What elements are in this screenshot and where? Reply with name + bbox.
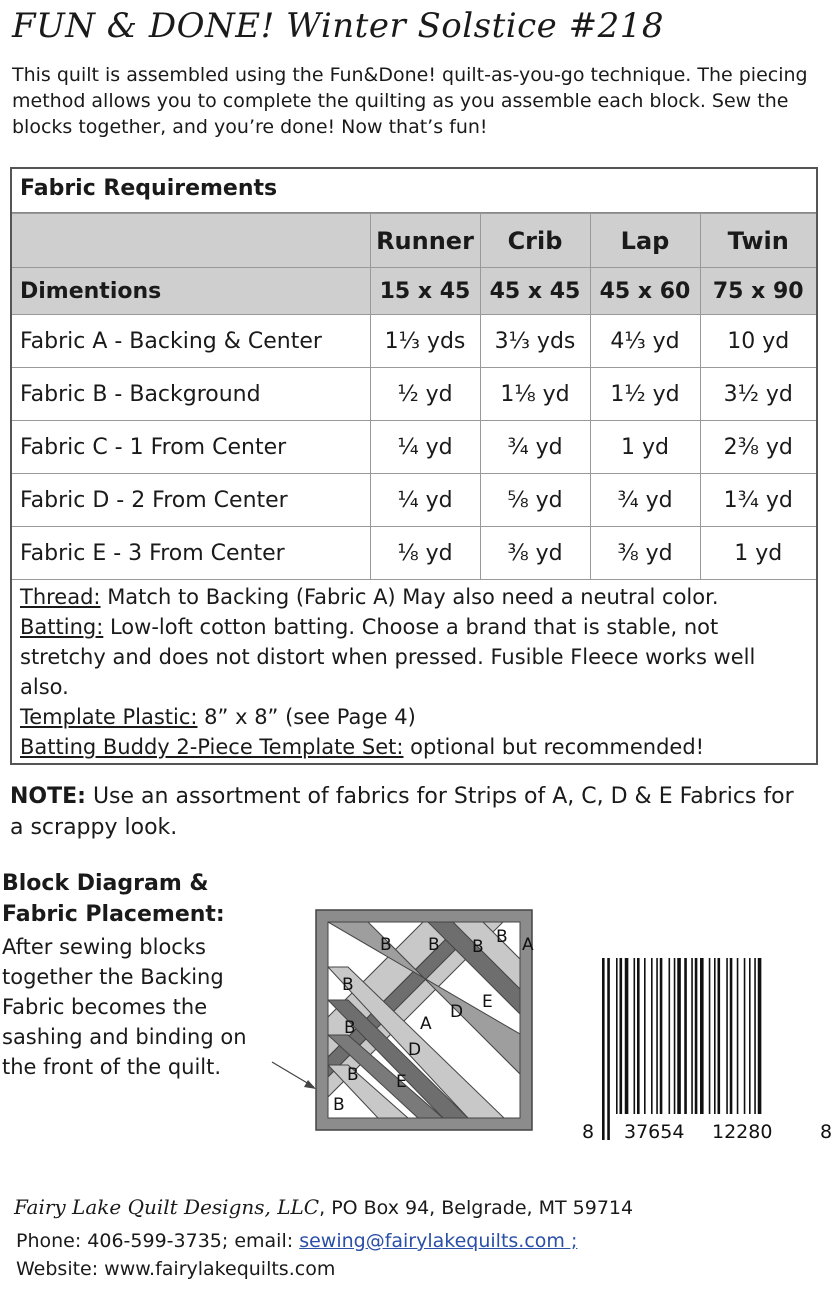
fabric-requirements-table	[12, 213, 816, 580]
intro-paragraph: This quilt is assembled using the Fun&Done! quilt-as-you-go technique. The piecing method allows you to complete the quilting as you assemble each block. Sew the blocks together, and you’re done! Now that’s fun!	[12, 64, 808, 138]
label-d: D	[450, 1002, 464, 1022]
header-cell: Twin	[700, 214, 816, 268]
table-cell: 1¾ yd	[700, 474, 816, 527]
row-label: Fabric A - Backing & Center	[12, 315, 370, 368]
thread-note	[20, 582, 808, 612]
table-cell: 15 x 45	[370, 268, 480, 315]
table-cell: 1⅛ yd	[480, 368, 590, 421]
buddy-label: Batting Buddy 2-Piece Template Set:	[20, 735, 404, 759]
page-title: FUN & DONE! Winter Solstice #218	[12, 6, 664, 46]
table-cell: 1 yd	[700, 527, 816, 580]
table-cell: 2⅜ yd	[700, 421, 816, 474]
table-row	[12, 315, 816, 368]
note-label: NOTE:	[10, 784, 86, 809]
table-cell: ¼ yd	[370, 421, 480, 474]
contact-line	[16, 1230, 577, 1252]
company-address-line	[14, 1195, 633, 1219]
block-diagram-heading-line1: Block Diagram &	[2, 871, 209, 896]
row-label: Fabric D - 2 From Center	[12, 474, 370, 527]
barcode-trail-digit: 8	[820, 1121, 833, 1143]
barcode-bar	[730, 958, 733, 1116]
barcode-group2: 12280	[712, 1121, 773, 1143]
label-b: B	[333, 1095, 345, 1115]
block-diagram-text: After sewing blocks together the Backing Fabric becomes the sashing and binding on the front of the quilt.	[2, 935, 247, 1079]
website-line: Website: www.fairylakequilts.com	[16, 1258, 336, 1280]
scrappy-note	[10, 781, 810, 843]
label-b: B	[347, 1065, 359, 1085]
label-b: B	[472, 937, 484, 957]
table-cell: 3½ yd	[700, 368, 816, 421]
company-name: Fairy Lake Quilt Designs, LLC	[14, 1195, 320, 1219]
table-cell: 1⅓ yds	[370, 315, 480, 368]
block-diagram-heading-line2: Fabric Placement:	[2, 902, 225, 927]
barcode-bars	[602, 958, 761, 1140]
header-cell: Crib	[480, 214, 590, 268]
template-text: 8” x 8” (see Page 4)	[197, 705, 416, 729]
company-address: , PO Box 94, Belgrade, MT 59714	[319, 1197, 634, 1219]
table-cell: ⅛ yd	[370, 527, 480, 580]
table-row	[12, 421, 816, 474]
table-cell: ⅝ yd	[480, 474, 590, 527]
label-b: B	[344, 1018, 356, 1038]
barcode-bar	[749, 958, 751, 1116]
label-a: A	[420, 1014, 432, 1034]
table-row	[12, 474, 816, 527]
label-e: E	[482, 992, 493, 1012]
thread-label: Thread:	[20, 585, 101, 609]
table-cell: 45 x 60	[590, 268, 700, 315]
label-e: E	[396, 1072, 407, 1092]
barcode-bar	[714, 958, 716, 1116]
barcode-bar	[684, 958, 687, 1140]
label-b: B	[428, 935, 440, 955]
barcode-bar	[637, 958, 640, 1116]
barcode-bar	[625, 958, 629, 1116]
barcode-bar	[669, 958, 671, 1116]
table-cell: ½ yd	[370, 368, 480, 421]
row-label: Fabric B - Background	[12, 368, 370, 421]
table-cell: 75 x 90	[700, 268, 816, 315]
label-b: B	[342, 975, 354, 995]
table-cell: ¾ yd	[590, 474, 700, 527]
table-header-row	[12, 214, 816, 268]
barcode-lead-digit: 8	[582, 1121, 595, 1143]
dimensions-row	[12, 268, 816, 315]
table-cell: 4⅓ yd	[590, 315, 700, 368]
barcode-bar	[602, 958, 605, 1140]
label-b: B	[496, 927, 508, 947]
buddy-text: optional but recommended!	[403, 735, 705, 759]
batting-note	[20, 612, 808, 702]
label-b: B	[380, 935, 392, 955]
barcode-bar	[726, 958, 728, 1116]
barcode-bar	[620, 958, 623, 1116]
header-cell: Lap	[590, 214, 700, 268]
barcode-group1: 37654	[624, 1121, 685, 1143]
batting-text: Low-loft cotton batting. Choose a brand that is stable, not stretchy and does not distort when pressed. Fusible Fleece works well also.	[20, 615, 756, 699]
supply-notes	[12, 580, 816, 762]
block-diagram	[268, 905, 568, 1135]
table-row	[12, 368, 816, 421]
fabric-requirements-box	[10, 167, 818, 765]
label-d: D	[408, 1040, 422, 1060]
barcode-bar	[656, 958, 658, 1116]
table-row	[12, 527, 816, 580]
barcode-bar	[709, 958, 711, 1116]
pointer-arrow-head	[304, 1080, 316, 1089]
block-diagram-heading	[2, 868, 225, 930]
table-cell: 1½ yd	[590, 368, 700, 421]
table-cell: ⅜ yd	[590, 527, 700, 580]
row-label: Fabric E - 3 From Center	[12, 527, 370, 580]
barcode-bar	[674, 958, 676, 1116]
barcode-bar	[758, 958, 762, 1140]
table-cell: 10 yd	[700, 315, 816, 368]
thread-text: Match to Backing (Fabric A) May also need a neutral color.	[100, 585, 719, 609]
phone-text: Phone: 406-599-3735; email:	[16, 1230, 300, 1252]
fabric-requirements-heading: Fabric Requirements	[12, 169, 816, 213]
note-text: Use an assortment of fabrics for Strips of A, C, D & E Fabrics for a scrappy look.	[10, 784, 794, 840]
barcode-bar	[677, 958, 681, 1116]
barcode-bar	[744, 958, 746, 1116]
table-cell: 1 yd	[590, 421, 700, 474]
header-blank-cell	[12, 214, 370, 268]
barcode-bar	[616, 958, 618, 1116]
batting-label: Batting:	[20, 615, 104, 639]
email-link[interactable]: sewing@fairylakequilts.com ;	[299, 1230, 578, 1252]
table-cell: ¼ yd	[370, 474, 480, 527]
row-label: Fabric C - 1 From Center	[12, 421, 370, 474]
table-cell: ⅜ yd	[480, 527, 590, 580]
label-a: A	[522, 935, 534, 955]
barcode-bar	[634, 958, 636, 1116]
barcode-bar	[737, 958, 739, 1116]
header-cell: Runner	[370, 214, 480, 268]
barcode-bar	[695, 958, 698, 1116]
barcode-bar	[754, 958, 756, 1140]
barcode-bar	[691, 958, 693, 1140]
template-note	[20, 702, 808, 732]
barcode-bar	[651, 958, 653, 1116]
table-cell: ¾ yd	[480, 421, 590, 474]
table-cell: 45 x 45	[480, 268, 590, 315]
barcode-bar	[644, 958, 646, 1116]
buddy-note	[20, 732, 808, 762]
template-label: Template Plastic:	[20, 705, 198, 729]
row-label: Dimentions	[12, 268, 370, 315]
barcode-bar	[660, 958, 663, 1116]
barcode	[580, 958, 833, 1148]
barcode-bar	[700, 958, 704, 1116]
table-cell: 3⅓ yds	[480, 315, 590, 368]
barcode-bar	[607, 958, 610, 1140]
barcode-bar	[718, 958, 721, 1116]
